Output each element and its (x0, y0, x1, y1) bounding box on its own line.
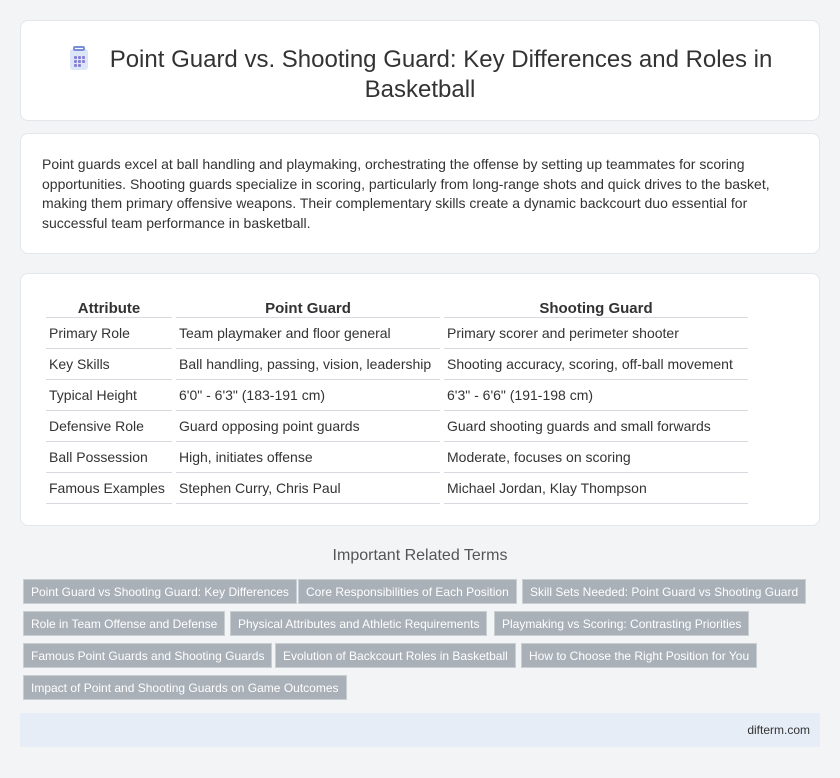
related-term-link[interactable]: Point Guard vs Shooting Guard: Key Differences (23, 579, 297, 604)
table-row (46, 318, 748, 349)
header-shooting-guard: Shooting Guard (444, 294, 748, 318)
table-row (46, 473, 748, 504)
summary-text: Point guards excel at ball handling and playmaking, orchestrating the offense by setting up teammates for scoring opportunities. Shooting guards specialize in scoring, particularly from long-range shots and quick drives to the basket, making them primary offensive weapons. Their complementary skills create a dynamic backcourt duo essential for successful team performance in basketball. (42, 156, 770, 231)
related-term-link[interactable]: Role in Team Offense and Defense (23, 611, 225, 636)
cell-shooting-guard: Primary scorer and perimeter shooter (444, 318, 748, 349)
cell-shooting-guard: Moderate, focuses on scoring (444, 442, 748, 473)
footer (20, 713, 820, 747)
comparison-card (20, 273, 820, 526)
related-term-link[interactable]: How to Choose the Right Position for You (521, 643, 757, 668)
clipboard-icon (68, 46, 90, 70)
table-header-row (46, 294, 748, 318)
cell-attribute: Ball Possession (46, 442, 172, 473)
cell-shooting-guard: Shooting accuracy, scoring, off-ball movement (444, 349, 748, 380)
header-point-guard: Point Guard (176, 294, 440, 318)
cell-point-guard: Ball handling, passing, vision, leadership (176, 349, 440, 380)
related-term-link[interactable]: Evolution of Backcourt Roles in Basketball (275, 643, 516, 668)
cell-shooting-guard: Michael Jordan, Klay Thompson (444, 473, 748, 504)
page-title-wrap (21, 45, 819, 105)
cell-shooting-guard: Guard shooting guards and small forwards (444, 411, 748, 442)
cell-point-guard: Team playmaker and floor general (176, 318, 440, 349)
related-term-link[interactable]: Impact of Point and Shooting Guards on Game Outcomes (23, 675, 347, 700)
table-row (46, 380, 748, 411)
cell-attribute: Famous Examples (46, 473, 172, 504)
table-row (46, 349, 748, 380)
cell-attribute: Typical Height (46, 380, 172, 411)
summary-card (20, 133, 820, 254)
header-attribute: Attribute (46, 294, 172, 318)
cell-attribute: Key Skills (46, 349, 172, 380)
table-row (46, 411, 748, 442)
related-term-link[interactable]: Skill Sets Needed: Point Guard vs Shooting Guard (522, 579, 806, 604)
footer-site-link[interactable]: difterm.com (747, 723, 810, 737)
related-term-link[interactable]: Playmaking vs Scoring: Contrasting Priorities (494, 611, 749, 636)
cell-point-guard: Stephen Curry, Chris Paul (176, 473, 440, 504)
comparison-table (42, 294, 752, 504)
cell-point-guard: High, initiates offense (176, 442, 440, 473)
related-term-link[interactable]: Famous Point Guards and Shooting Guards (23, 643, 272, 668)
cell-shooting-guard: 6'3" - 6'6" (191-198 cm) (444, 380, 748, 411)
cell-point-guard: 6'0" - 6'3" (183-191 cm) (176, 380, 440, 411)
cell-point-guard: Guard opposing point guards (176, 411, 440, 442)
cell-attribute: Primary Role (46, 318, 172, 349)
related-term-link[interactable]: Core Responsibilities of Each Position (298, 579, 517, 604)
table-row (46, 442, 748, 473)
title-card (20, 20, 820, 121)
cell-attribute: Defensive Role (46, 411, 172, 442)
related-terms-heading: Important Related Terms (332, 547, 508, 564)
page-title: Point Guard vs. Shooting Guard: Key Differences and Roles in Basketball (109, 46, 773, 103)
related-term-link[interactable]: Physical Attributes and Athletic Requirements (230, 611, 487, 636)
